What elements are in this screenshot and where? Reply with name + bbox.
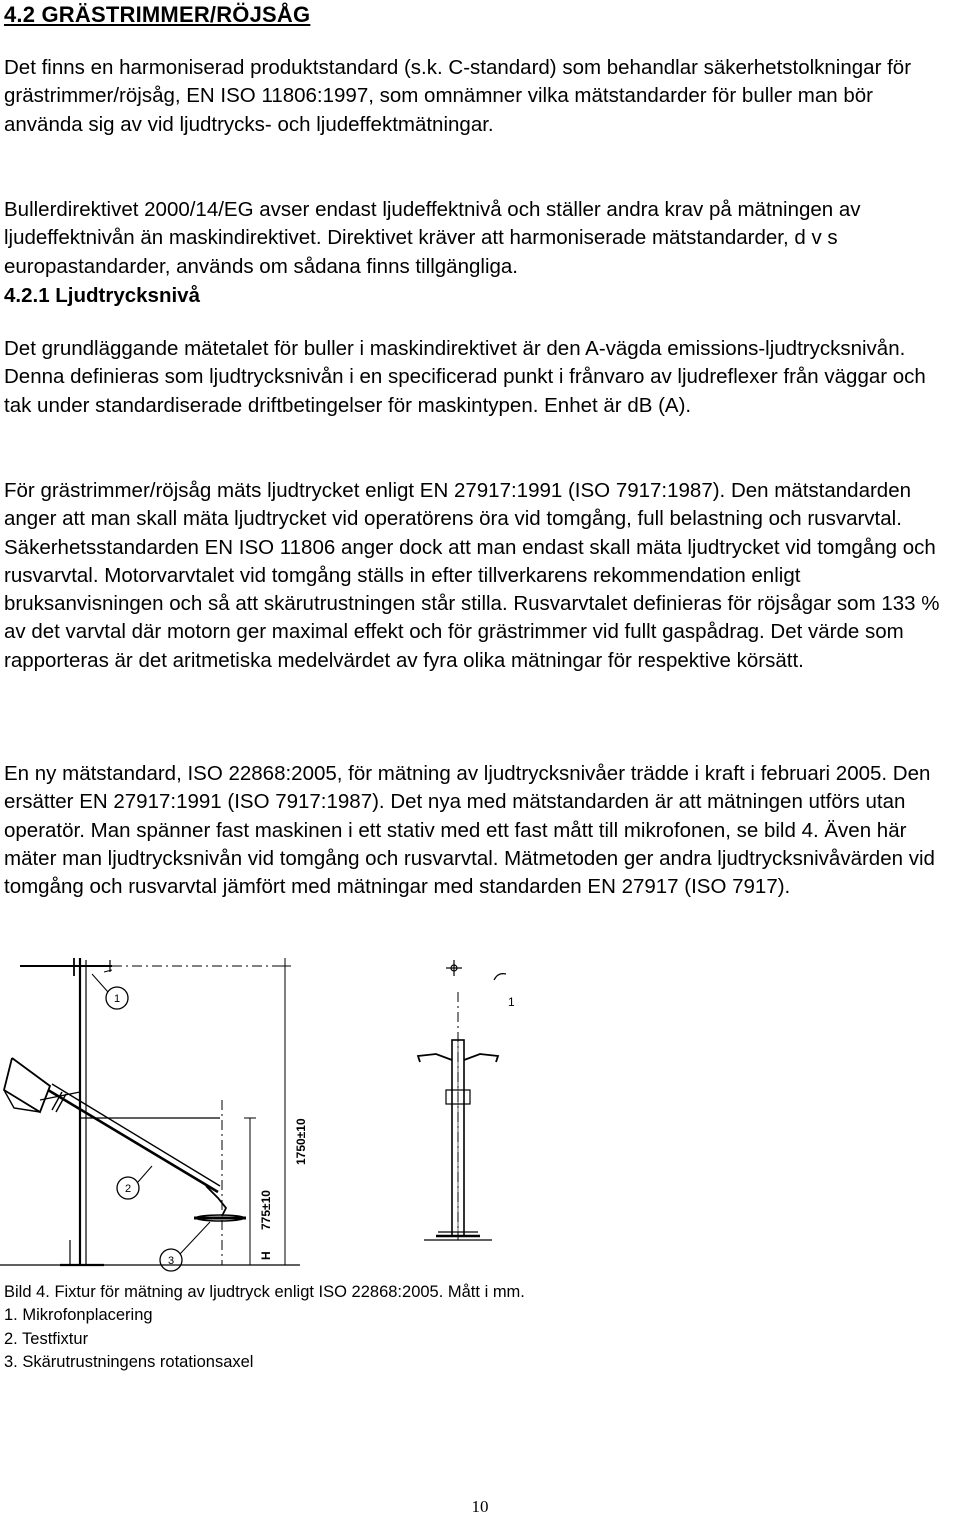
paragraph-1: Det finns en harmoniserad produktstandard (s.k. C-standard) som behandlar säkerhetstolkningar för grästrimmer/röjsåg, EN ISO 11806:1997, som omnämner vilka mätstandarder för buller man bör använda sig av vid ljudtrycks- och ljudeffektmätningar. (4, 56, 912, 136)
left-drawing-labels (114, 993, 308, 1267)
paragraph-4: För grästrimmer/röjsåg mäts ljudtrycket enligt EN 27917:1991 (ISO 7917:1987). Den mätstandarden anger att man skall mäta ljudtrycket vid operatörens öra vid tomgång, full belastning och rusvarvtal. Säkerhetsstandarden EN ISO 11806 anger dock att man endast skall mäta ljudtrycket vid tomgång och rusvarvtal. Motorvarvtalet vid tomgång ställs in efter tillverkarens rekommendation enligt bruksanvisningen och så att skärutrustningen står stilla. Rusvarvtalet definieras för röjsågar som 133 % av det varvtal där motorn ger maximal effekt och för grästrimmer vid fullt gaspådrag. Det värde som rapporteras är det aritmetiska medelvärdet av fyra olika mätningar för respektive körsätt. (4, 479, 940, 672)
callout-3: 3 (167, 1255, 175, 1267)
page-number: 10 (471, 1497, 489, 1516)
caption-item-1: 1. Mikrofonplacering (4, 1306, 153, 1325)
test-fixture-figure (0, 940, 960, 1275)
caption-item-2: 2. Testfixtur (4, 1329, 89, 1348)
paragraph-2: Bullerdirektivet 2000/14/EG avser endast ljudeffektnivå och ställer andra krav på mätningen av ljudeffektnivån än maskindirektivet. Direktivet kräver att harmoniserade mätstandarder, d v s europastandarder, används om sådana finns tillgängliga. (4, 198, 861, 278)
right-callout-1: 1 (508, 995, 515, 1009)
right-drawing (418, 960, 506, 1240)
dimension-h: H (259, 1251, 273, 1260)
dimension-1750: 1750±10 (294, 1118, 308, 1165)
left-drawing (0, 958, 300, 1271)
callout-1: 1 (113, 993, 121, 1005)
dimension-775: 775±10 (259, 1190, 273, 1230)
callout-2: 2 (124, 1183, 132, 1195)
section-heading: 4.2 GRÄSTRIMMER/RÖJSÅG (4, 2, 311, 27)
figure-caption (4, 1281, 525, 1375)
paragraph-3: Det grundläggande mätetalet för buller i maskindirektivet är den A-vägda emissions-ljudtrycksnivån. Denna definieras som ljudtrycksnivån i en specificerad punkt i frånvaro av ljudreflexer från väggar och tak under standardiserade driftbetingelser för maskintypen. Enhet är dB (A). (4, 337, 926, 417)
subsection-heading: 4.2.1 Ljudtrycksnivå (4, 284, 200, 307)
caption-item-3: 3. Skärutrustningens rotationsaxel (4, 1353, 254, 1372)
caption-title: Bild 4. Fixtur för mätning av ljudtryck enligt ISO 22868:2005. Mått i mm. (4, 1283, 525, 1301)
paragraph-5: En ny mätstandard, ISO 22868:2005, för mätning av ljudtrycksnivåer trädde i kraft i februari 2005. Den ersätter EN 27917:1991 (ISO 7917:1987). Det nya med mätstandarden är att mätningen utförs utan operatör. Man spänner fast maskinen i ett stativ med ett fast mått till mikrofonen, se bild 4. Även här mäter man ljudtrycksnivån vid tomgång och rusvarvtal. Mätmetoden ger andra ljudtrycksnivåvärden vid tomgång och rusvarvtal jämfört med mätningar med standarden EN 27917 (ISO 7917). (4, 762, 935, 899)
